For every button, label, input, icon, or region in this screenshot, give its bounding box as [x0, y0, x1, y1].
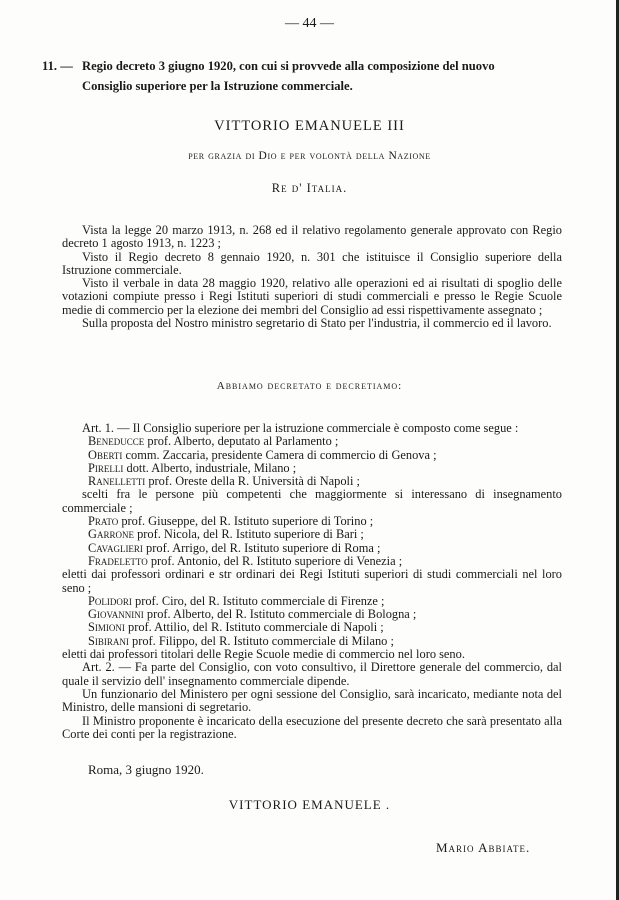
member-entry — [62, 475, 562, 488]
member-entry — [62, 635, 562, 648]
member-detail: prof. Alberto, del R. Istituto commerciale di Bologna ; — [146, 607, 417, 622]
preamble-paragraph: Visto il verbale in data 28 maggio 1920, relativo alle operazioni ed ai risultati di spoglio delle votazioni compiute presso i Regi Istituti superiori di studi commerciali e presso le Regie Scuole medie di commercio per la elezione dei membri del Consiglio ad essi rispettivamente assegnato ; — [62, 276, 562, 317]
member-detail: prof. Attilio, del R. Istituto commerciale di Napoli ; — [128, 620, 384, 635]
decree-date: Roma, 3 giugno 1920. — [88, 762, 204, 777]
preamble — [62, 224, 562, 330]
member-name: Pirelli — [88, 460, 124, 475]
member-name: Simioni — [88, 620, 125, 635]
member-entry — [62, 595, 562, 608]
royal-signature: VITTORIO EMANUELE . — [228, 797, 391, 812]
member-detail: prof. Oreste della R. Università di Napoli ; — [148, 474, 360, 489]
preamble-paragraph: Visto il Regio decreto 8 gennaio 1920, n. 301 che istituisce il Consiglio superiore della Istruzione commerciale. — [62, 249, 562, 277]
article-2: Art. 2. — Fa parte del Consiglio, con voto consultivo, il Direttore generale del commercio, dal quale il servizio dell' insegnamento commerciale dipende. — [62, 660, 562, 688]
member-entry — [62, 449, 562, 462]
member-detail: prof. Filippo, del R. Istituto commerciale di Milano ; — [132, 633, 394, 648]
closing-paragraph: Il Ministro proponente è incaricato della esecuzione del presente decreto che sarà presentato alla Corte dei conti per la registrazione. — [62, 713, 562, 741]
member-entry — [62, 435, 562, 448]
member-entry — [62, 555, 562, 568]
sovereign-name: VITTORIO EMANUELE III — [214, 118, 405, 134]
ministerial-countersignature: Mario Abbiate. — [436, 840, 531, 855]
member-name: Cavaglieri — [88, 540, 143, 555]
member-detail: prof. Nicola, del R. Istituto superiore di Bari ; — [137, 527, 364, 542]
article-1 — [62, 422, 562, 741]
heading-line-2: Consiglio superiore per la Istruzione commerciale. — [82, 79, 353, 93]
member-entry — [62, 528, 562, 541]
preamble-paragraph: Vista la legge 20 marzo 1913, n. 268 ed il relativo regolamento generale approvato con Regio decreto 1 agosto 1913, n. 1223 ; — [62, 223, 562, 251]
member-detail: prof. Alberto, deputato al Parlamento ; — [147, 434, 339, 449]
member-entry — [62, 608, 562, 621]
page-number: — 44 — — [285, 16, 334, 31]
member-name: Sibirani — [88, 633, 129, 648]
preamble-paragraph: Sulla proposta del Nostro ministro segretario di Stato per l'industria, il commercio ed il lavoro. — [82, 316, 552, 331]
member-entry — [62, 621, 562, 634]
member-entry — [62, 542, 562, 555]
king-title: Re d' Italia. — [271, 181, 348, 195]
group-note: eletti dai professori ordinari e str ordinari dei Regi Istituti superiori di studi commerciali nel loro seno ; — [62, 567, 562, 595]
member-detail: prof. Giuseppe, del R. Istituto superiore di Torino ; — [121, 514, 374, 529]
group-note: eletti dai professori titolari delle Regie Scuole medie di commercio nel loro seno. — [62, 647, 465, 662]
member-detail: prof. Ciro, del R. Istituto commerciale di Firenze ; — [135, 593, 385, 608]
member-detail: comm. Zaccaria, presidente Camera di commercio di Genova ; — [125, 447, 437, 462]
grace-formula: per grazia di Dio e per volontà della Nazione — [188, 150, 431, 162]
group-note: scelti fra le persone più competenti che maggiormente si interessano di insegnamento commerciale ; — [62, 487, 562, 515]
member-name: Giovannini — [88, 607, 144, 622]
member-detail: dott. Alberto, industriale, Milano ; — [126, 460, 297, 475]
closing-paragraph: Un funzionario del Ministero per ogni sessione del Consiglio, sarà incaricato, mediante nota del Ministro, delle mansioni di segretario. — [62, 686, 562, 715]
member-name: Fradeletto — [88, 553, 148, 568]
member-detail: prof. Antonio, del R. Istituto superiore di Venezia ; — [150, 553, 403, 568]
member-entry — [62, 462, 562, 475]
member-name: Polidori — [88, 593, 132, 608]
member-name: Beneducce — [88, 434, 145, 449]
heading-line-1: Regio decreto 3 giugno 1920, con cui si provvede alla composizione del nuovo — [82, 59, 495, 73]
decree-formula: Abbiamo decretato e decretiamo: — [216, 380, 403, 392]
member-name: Oberti — [88, 447, 123, 462]
member-name: Ranelletti — [88, 474, 146, 489]
decree-heading — [42, 56, 562, 96]
member-name: Prato — [88, 514, 119, 529]
member-name: Garrone — [88, 527, 134, 542]
article-1-intro: Art. 1. — Il Consiglio superiore per la istruzione commerciale è composto come segue : — [82, 421, 519, 435]
member-entry — [62, 515, 562, 528]
member-detail: prof. Arrigo, del R. Istituto superiore di Roma ; — [146, 540, 381, 555]
heading-number: 11. — — [42, 59, 73, 73]
